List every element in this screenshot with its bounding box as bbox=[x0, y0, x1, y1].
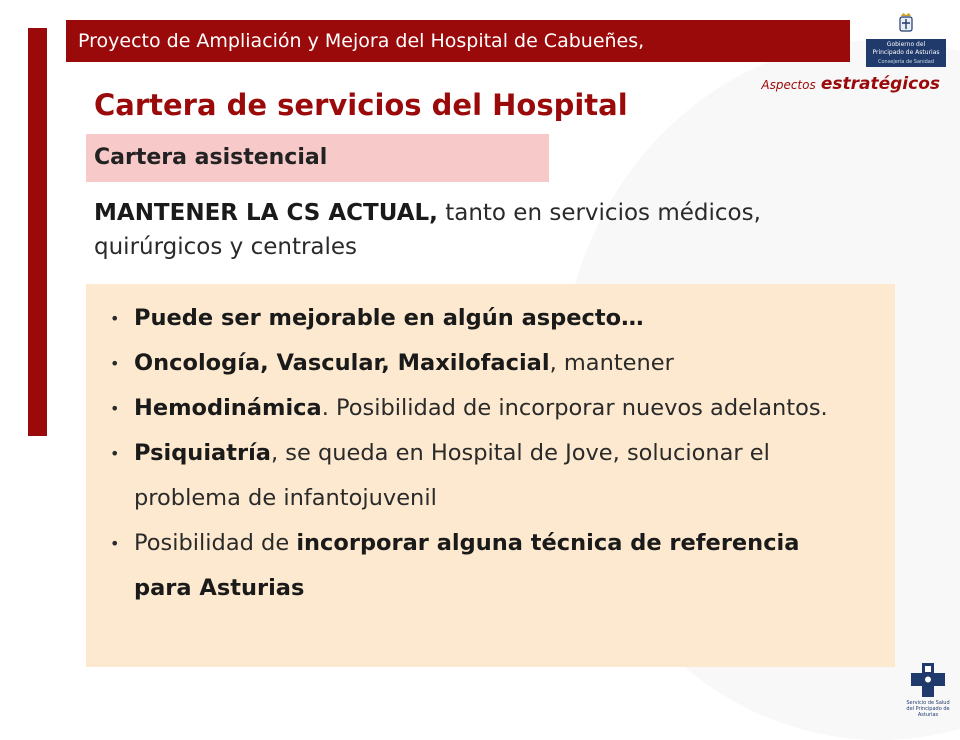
bullet-text-bold: Hemodinámica bbox=[134, 395, 322, 421]
bullet-list bbox=[110, 296, 835, 611]
bullet-text: , mantener bbox=[549, 350, 674, 376]
logo-line-1: Gobierno del bbox=[886, 41, 926, 48]
sespa-caption bbox=[900, 700, 956, 718]
bullet-text-bold: Psiquiatría bbox=[134, 440, 271, 466]
bullet-dot-icon: • bbox=[110, 444, 120, 463]
bullet-text-bold: Oncología, Vascular, Maxilofacial bbox=[134, 350, 550, 376]
content-box bbox=[86, 284, 895, 667]
bullet-dot-icon: • bbox=[110, 354, 120, 373]
logo-line-2: Principado de Asturias bbox=[872, 49, 940, 56]
bullet-item bbox=[110, 296, 835, 341]
header-banner bbox=[66, 20, 850, 62]
intro-rest: tanto en servicios médicos, quirúrgicos y centrales bbox=[94, 200, 761, 260]
bullet-text: . Posibilidad de incorporar nuevos adelantos. bbox=[321, 395, 828, 421]
health-cross-icon bbox=[909, 662, 947, 698]
intro-bold: MANTENER LA CS ACTUAL, bbox=[94, 200, 438, 226]
crest-icon bbox=[895, 12, 917, 36]
subheading-band bbox=[86, 134, 549, 182]
logo-line-3: Consejería de Sanidad bbox=[877, 59, 934, 65]
bullet-item bbox=[110, 341, 835, 386]
sespa-line-2: del Principado de Asturias bbox=[906, 706, 950, 718]
bullet-text-bold: Puede ser mejorable en algún aspecto… bbox=[134, 305, 644, 331]
header-banner-text: Proyecto de Ampliación y Mejora del Hospital de Cabueñes, bbox=[78, 30, 645, 52]
bullet-item bbox=[110, 386, 835, 431]
section-tag-small: Aspectos bbox=[761, 78, 816, 92]
section-tag bbox=[761, 74, 940, 94]
logo-plate bbox=[866, 39, 946, 67]
intro-paragraph bbox=[94, 196, 854, 264]
bullet-item bbox=[110, 521, 835, 611]
subheading-text: Cartera asistencial bbox=[94, 145, 328, 170]
bullet-text: Posibilidad de bbox=[134, 530, 297, 556]
sespa-logo bbox=[900, 662, 956, 718]
bullet-dot-icon: • bbox=[110, 399, 120, 418]
bullet-dot-icon: • bbox=[110, 309, 120, 328]
bullet-text: , se queda en Hospital de Jove, solucionar el problema de infantojuvenil bbox=[134, 440, 770, 511]
bullet-item bbox=[110, 431, 835, 521]
bullet-dot-icon: • bbox=[110, 534, 120, 553]
section-tag-big: estratégicos bbox=[820, 74, 940, 94]
sespa-line-1: Servicio de Salud bbox=[906, 700, 950, 706]
gobierno-asturias-logo bbox=[864, 12, 948, 72]
slide-title: Cartera de servicios del Hospital bbox=[94, 88, 628, 122]
left-accent-bar bbox=[28, 28, 47, 436]
bullet-text-bold: incorporar alguna técnica de referencia para Asturias bbox=[134, 530, 800, 601]
